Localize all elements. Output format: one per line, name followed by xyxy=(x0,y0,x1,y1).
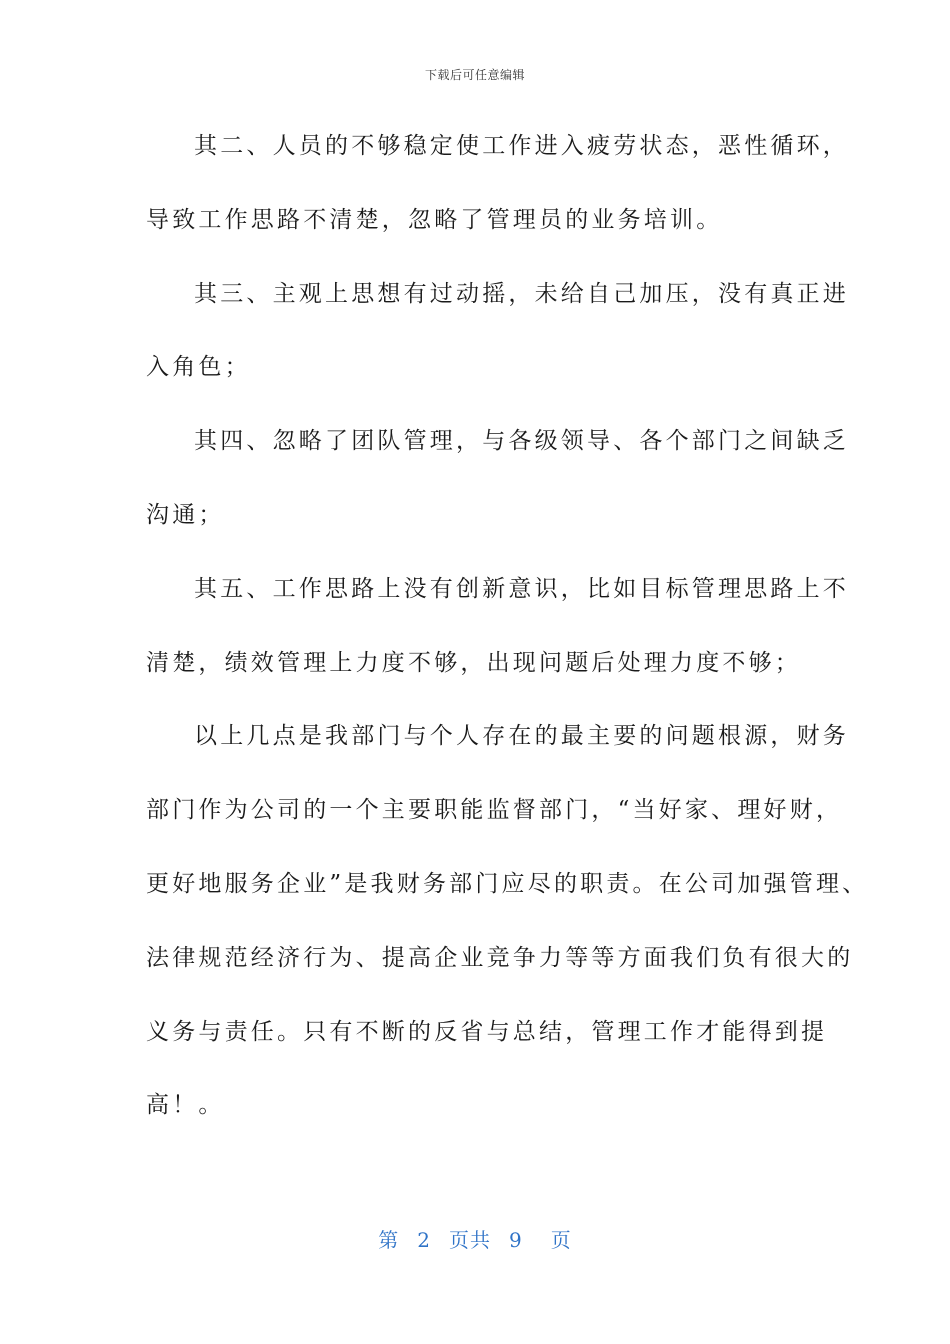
text-line: 以上几点是我部门与个人存在的最主要的问题根源，财务 xyxy=(194,723,849,750)
text-line: 其五、工作思路上没有创新意识，比如目标管理思路上不 xyxy=(194,575,849,602)
text-line: 其三、主观上思想有过动摇，未给自己加压，没有真正进 xyxy=(194,280,849,307)
text-line: 清楚，绩效管理上力度不够，出现问题后处理力度不够； xyxy=(146,649,801,676)
text-line: 更好地服务企业”是我财务部门应尽的职责。在公司加强管理、 xyxy=(146,870,869,897)
page-footer xyxy=(0,1224,950,1253)
page-header: 下载后可任意编辑 xyxy=(424,68,525,82)
page-prefix: 第 xyxy=(378,1228,400,1252)
page-mid: 页共 xyxy=(449,1228,491,1252)
text-line: 义务与责任。只有不断的反省与总结，管理工作才能得到提 xyxy=(146,1018,828,1045)
text-line: 其四、忽略了团队管理，与各级领导、各个部门之间缺乏 xyxy=(194,428,849,455)
page-current: 2 xyxy=(417,1228,431,1252)
page-total: 9 xyxy=(509,1228,523,1252)
text-line: 入角色； xyxy=(146,354,251,381)
text-line: 高！。 xyxy=(146,1092,225,1119)
text-line: 其二、人员的不够稳定使工作进入疲劳状态，恶性循环， xyxy=(194,133,849,159)
text-line: 法律规范经济行为、提高企业竞争力等等方面我们负有很大的 xyxy=(146,944,854,971)
text-line: 沟通； xyxy=(146,501,225,528)
text-line: 导致工作思路不清楚，忽略了管理员的业务培训。 xyxy=(146,206,723,233)
document-body xyxy=(146,118,869,1151)
text-line: 部门作为公司的一个主要职能监督部门，“当好家、理好财， xyxy=(146,797,843,824)
page-suffix: 页 xyxy=(550,1228,572,1252)
